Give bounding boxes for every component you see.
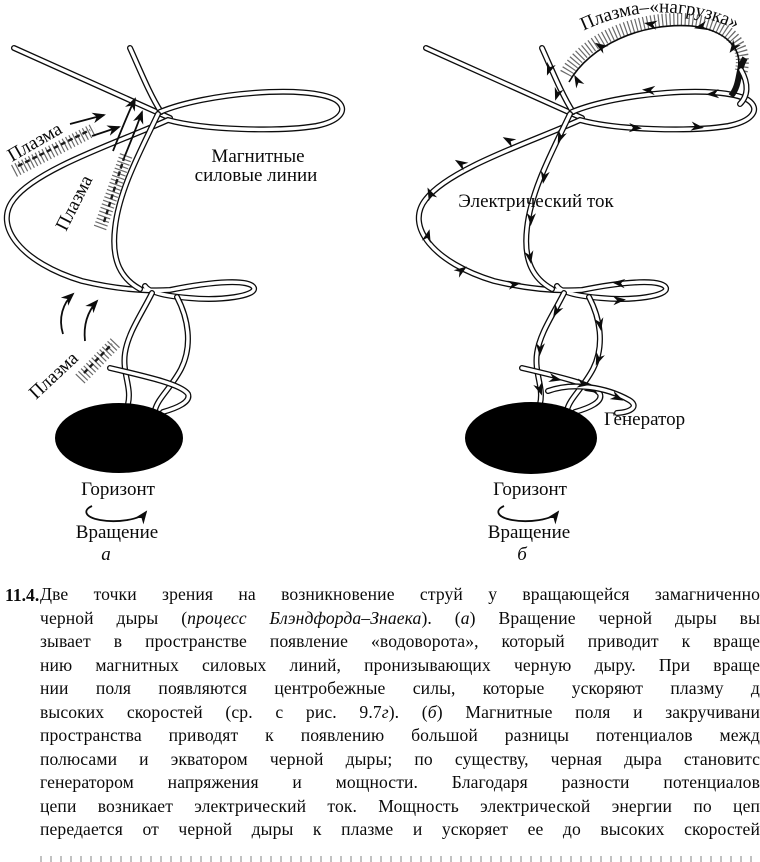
caption-line: нию магнитных силовых линий, пронизывающих черную дыру. При враще <box>40 654 760 675</box>
panel-letter-b: б <box>517 544 527 565</box>
plasma-load-label: Плазма–«нагрузка» <box>577 0 743 36</box>
caption-line: полюсами и экватором черной дыры; по существу, черная дыра становитс <box>40 748 760 769</box>
black-hole-horizon-a <box>55 403 183 473</box>
caption-line: цепи возникает электрический ток. Мощность электрической энергии по цеп <box>40 795 760 816</box>
horizon-label-a: Горизонт <box>81 479 155 500</box>
rotation-arrow-b <box>498 506 558 521</box>
caption-line: зывает в пространстве появление «водоворота», который приводит к враще <box>40 631 760 651</box>
horizon-label-b: Горизонт <box>493 479 567 500</box>
caption-line: пространства приводят к появлению большой разницы потенциалов межд <box>40 725 760 745</box>
panel-b <box>419 0 754 565</box>
plasma-label-1: Плазма <box>4 118 66 167</box>
panel-a <box>4 48 342 565</box>
caption-line: передается от черной дыры к плазме и ускоряет ее до высоких скоростей <box>40 819 760 839</box>
rotation-label-a: Вращение <box>75 522 159 543</box>
caption-line: Две точки зрения на возникновение струй у вращающейся замагниченно <box>40 584 760 604</box>
generator-label: Генератор <box>604 409 686 430</box>
cut-off-text-line <box>40 856 758 862</box>
caption-number: 11.4. <box>5 585 40 605</box>
caption-line: черной дыры (процесс Блэндфорда–Знаека). (а) Вращение черной дыры вы <box>40 607 760 628</box>
rotation-arrow-a <box>86 506 146 521</box>
rotation-label-b: Вращение <box>487 522 571 543</box>
figure-caption <box>0 583 760 842</box>
plasma-label-2: Плазма <box>51 171 98 235</box>
caption-line: генератором напряжения и мощности. Благодаря разности потенциалов <box>40 772 760 792</box>
caption-lines <box>40 583 760 842</box>
caption-line: высоких скоростей (ср. с рис. 9.7г). (б) Магнитные поля и закручивани <box>40 701 760 722</box>
plasma-label-3: Плазма <box>25 347 83 404</box>
panel-letter-a: а <box>101 544 111 565</box>
black-hole-horizon-b <box>465 402 597 474</box>
field-lines-label-line1: Магнитные <box>211 146 305 167</box>
field-lines-label-line2: силовые линии <box>194 165 318 186</box>
caption-line: нии поля появляются центробежные силы, которые ускоряют плазму д <box>40 678 760 698</box>
electric-current-label: Электрический ток <box>458 191 614 212</box>
